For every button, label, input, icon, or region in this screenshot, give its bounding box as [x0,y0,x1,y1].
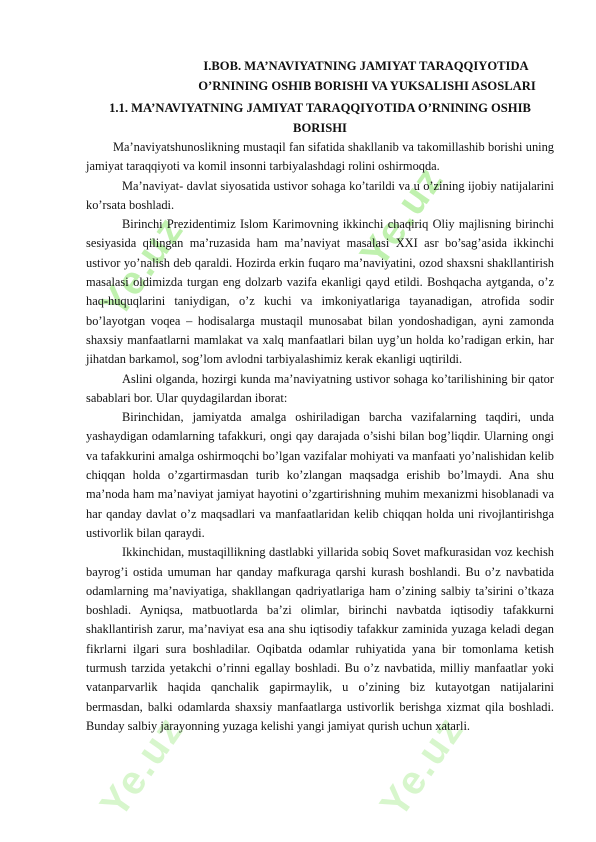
watermark-text: Ye.uz [92,708,193,826]
watermark-text: Ye.uz [352,158,453,276]
section-title: 1.1. MA’NAVIYATNING JAMIYAT TARAQQIYOTIDA O’RNINING OSHIB BORISHI [109,101,531,135]
paragraph: Ma’naviyatshunoslikning mustaqil fan sifatida shakllanib va takomillashib borishi uning jamiyat taraqqiyoti va komil insonni tarbiyalashdagi rolini oshirmoqda. [86,140,554,174]
watermark-text: Ye.uz [92,208,193,326]
paragraph: Birinchidan, jamiyatda amalga oshiriladigan barcha vazifalarning taqdiri, unda yashaydigan odamlarning tafakkuri, ongi qay darajada o’sishi bilan bog’liqdir. Ularning ongi va tafakkurini amalga oshirmoqchi bo’lgan vazifalar mohiyati va manfaati yo’nalishidan kelib chiqqan holda o’zgartirmasdan turib ko’zlangan maqsadga erishib bo’lmaydi. Ana shu ma’noda ham ma’naviyat jamiyat hayotini o’zgartirishning muhim mexanizmi hisoblanadi va har qanday davlat o’z maqsadlari va manfaatlaridan kelib chiqqan holda uni rivojlantirishga ustivorlik bilan qaraydi. [86,410,554,540]
document-body [86,138,554,736]
paragraph: Ikkinchidan, mustaqillikning dastlabki yillarida sobiq Sovet mafkurasidan voz kechish bayrog’i ostida umuman har qanday mafkuraga qarshi kurash boshlandi. Bu o’z navbatida odamlarning ma’naviyatiga, shakllangan qadriyatlariga ham o’zining salbiy ta’sirini o’tkaza boshladi. Ayniqsa, matbuotlarda ba’zi olimlar, birinchi navbatda iqtisodiy tafakkurni shakllantirish zarur, ma’naviyat esa ana shu iqtisodiy tafakkur zaminida yuzaga keladi degan fikrlarni ilgari sura boshladilar. Oqibatda odamlar ruhiyatida yana bir tomonlama ketish turmush tarzida yetakchi o’rinni egallay boshladi. Bu o’z navbatida, milliy manfaatlar yoki vatanparvarlik haqida qanchalik gapirmaylik, u o’zining biz kutayotgan natijalarini bermasdan, balki odamlarda shaxsiy manfaatlarga ustivorlik berishga xizmat qila boshladi. Bunday salbiy jarayonning yuzaga kelishi yangi jamiyat qurish uchun xatarli. [86,545,554,733]
paragraph: Aslini olganda, hozirgi kunda ma’naviyatning ustivor sohaga ko’tarilishining bir qator sabablari bor. Ular quydagilardan iborat: [86,371,554,405]
chapter-title: I.BOB. MA’NAVIYATNING JAMIYAT TARAQQIYOTIDA [203,59,529,73]
chapter-subtitle: O’RNINING OSHIB BORISHI VA YUKSALISHI ASOSLARI [198,79,536,93]
paragraph: Birinchi Prezidentimiz Islom Karimovning ikkinchi chaqiriq Oliy majlisning birinchi sesiyasida qilingan ma’ruzasida ham ma’naviyat masalasi XXI asr bo’sag’asida ikkinchi ustivor yo’nalish deb qaraldi. Hozirda erkin fuqaro ma’naviyatini, ozod shaxsni shakllantirish masalasi oldimizda turgan eng dolzarb vazifa ekanligi qayd etildi. Boshqacha aytganda, o’z haq-huquqlarini taniydigan, o’z kuchi va imkoniyatlariga tayanadigan, atrofida sodir bo’layotgan voqea – hodisalarga mustaqil munosabat bilan yondoshadigan, ayni zamonda shaxsiy manfaatlarni mamlakat va xalq manfaatlari bilan uyg’un holda ko’radigan erkin, har jihatdan barkamol, sog’lom avlodni tarbiyalashimiz kerak ekanligi uqtirildi. [86,217,554,367]
document-page [86,56,554,736]
watermark-text: Ye.uz [372,708,473,826]
paragraph: Ma’naviyat- davlat siyosatida ustivor sohaga ko’tarildi va u o’zining ijobiy natijalarini ko’rsata boshladi. [86,178,554,212]
